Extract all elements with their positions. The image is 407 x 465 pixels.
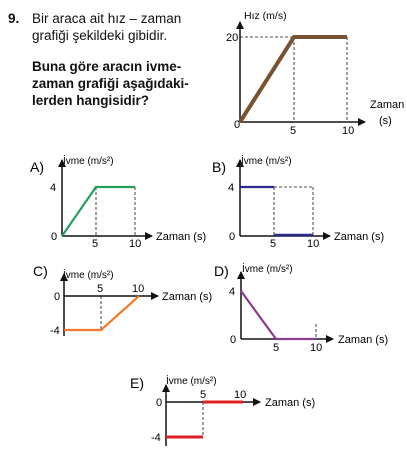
option-a-x-tick: 10 [129, 238, 142, 250]
option-a-x-label: Zaman (s) [156, 231, 207, 243]
ask-line-2: zaman grafiği aşağıdaki- [32, 76, 189, 91]
option-c-x-label: Zaman (s) [162, 291, 213, 303]
option-c-label: C) [33, 263, 48, 279]
option-c-origin: 0 [54, 291, 61, 303]
option-c-graph[interactable] [33, 263, 212, 337]
option-d-graph[interactable] [214, 262, 388, 354]
main-x-unit: (s) [379, 115, 392, 127]
option-d-x-label: Zaman (s) [338, 334, 389, 346]
stem-line-1: Bir araca ait hız – zaman [32, 11, 182, 26]
ask-line-3: lerden hangisidir? [32, 93, 150, 108]
velocity-time-graph [226, 10, 404, 137]
option-d-y-tick: 4 [229, 286, 236, 298]
ask-line-1: Buna göre aracın ivme- [32, 59, 182, 74]
option-b-x-label: Zaman (s) [334, 231, 385, 243]
option-e-x-tick: 5 [200, 389, 207, 401]
option-c-x-tick: 5 [97, 283, 104, 295]
option-a-graph[interactable] [30, 154, 206, 250]
option-e-x-label: Zaman (s) [265, 397, 316, 409]
option-e-graph[interactable] [130, 374, 315, 446]
option-d-y-label: İvme (m/s²) [242, 264, 293, 275]
option-a-origin: 0 [51, 231, 58, 243]
option-e-label: E) [130, 375, 144, 391]
main-x-tick: 10 [342, 125, 355, 137]
option-c-y-label: İvme (m/s²) [63, 270, 114, 281]
option-d-x-tick: 5 [273, 342, 280, 354]
option-b-x-tick: 10 [307, 238, 320, 250]
velocity-line [240, 37, 347, 122]
option-b-graph[interactable] [212, 154, 384, 250]
stem-line-2: grafiği şekildeki gibidir. [32, 28, 168, 43]
option-c-x-tick: 10 [132, 283, 145, 295]
option-a-x-tick: 5 [92, 238, 99, 250]
option-b-y-label: İvme (m/s²) [241, 156, 292, 167]
option-c-line [64, 296, 139, 330]
option-a-y-tick: 4 [50, 182, 57, 194]
main-y-label: Hız (m/s) [244, 10, 287, 22]
option-e-y-label: İvme (m/s²) [166, 376, 217, 387]
option-b-y-tick: 4 [228, 182, 235, 194]
option-d-origin: 0 [230, 334, 237, 346]
option-e-y-tick: -4 [151, 432, 161, 444]
option-b-x-tick: 5 [270, 238, 277, 250]
option-e-origin: 0 [156, 397, 163, 409]
option-a-y-label: İvme (m/s²) [63, 156, 114, 167]
option-c-y-tick: -4 [50, 325, 60, 337]
option-d-label: D) [214, 263, 229, 279]
option-a-label: A) [30, 159, 44, 175]
main-x-label: Zaman [370, 99, 405, 111]
option-b-label: B) [212, 159, 226, 175]
option-b-origin: 0 [229, 231, 236, 243]
option-a-line [62, 187, 135, 236]
option-d-x-tick: 10 [310, 342, 323, 354]
option-e-x-tick: 10 [234, 389, 247, 401]
main-origin: 0 [234, 119, 241, 131]
main-y-tick: 20 [226, 32, 239, 44]
main-x-tick: 5 [290, 125, 297, 137]
question-number: 9. [8, 11, 20, 26]
option-d-line [241, 291, 316, 339]
